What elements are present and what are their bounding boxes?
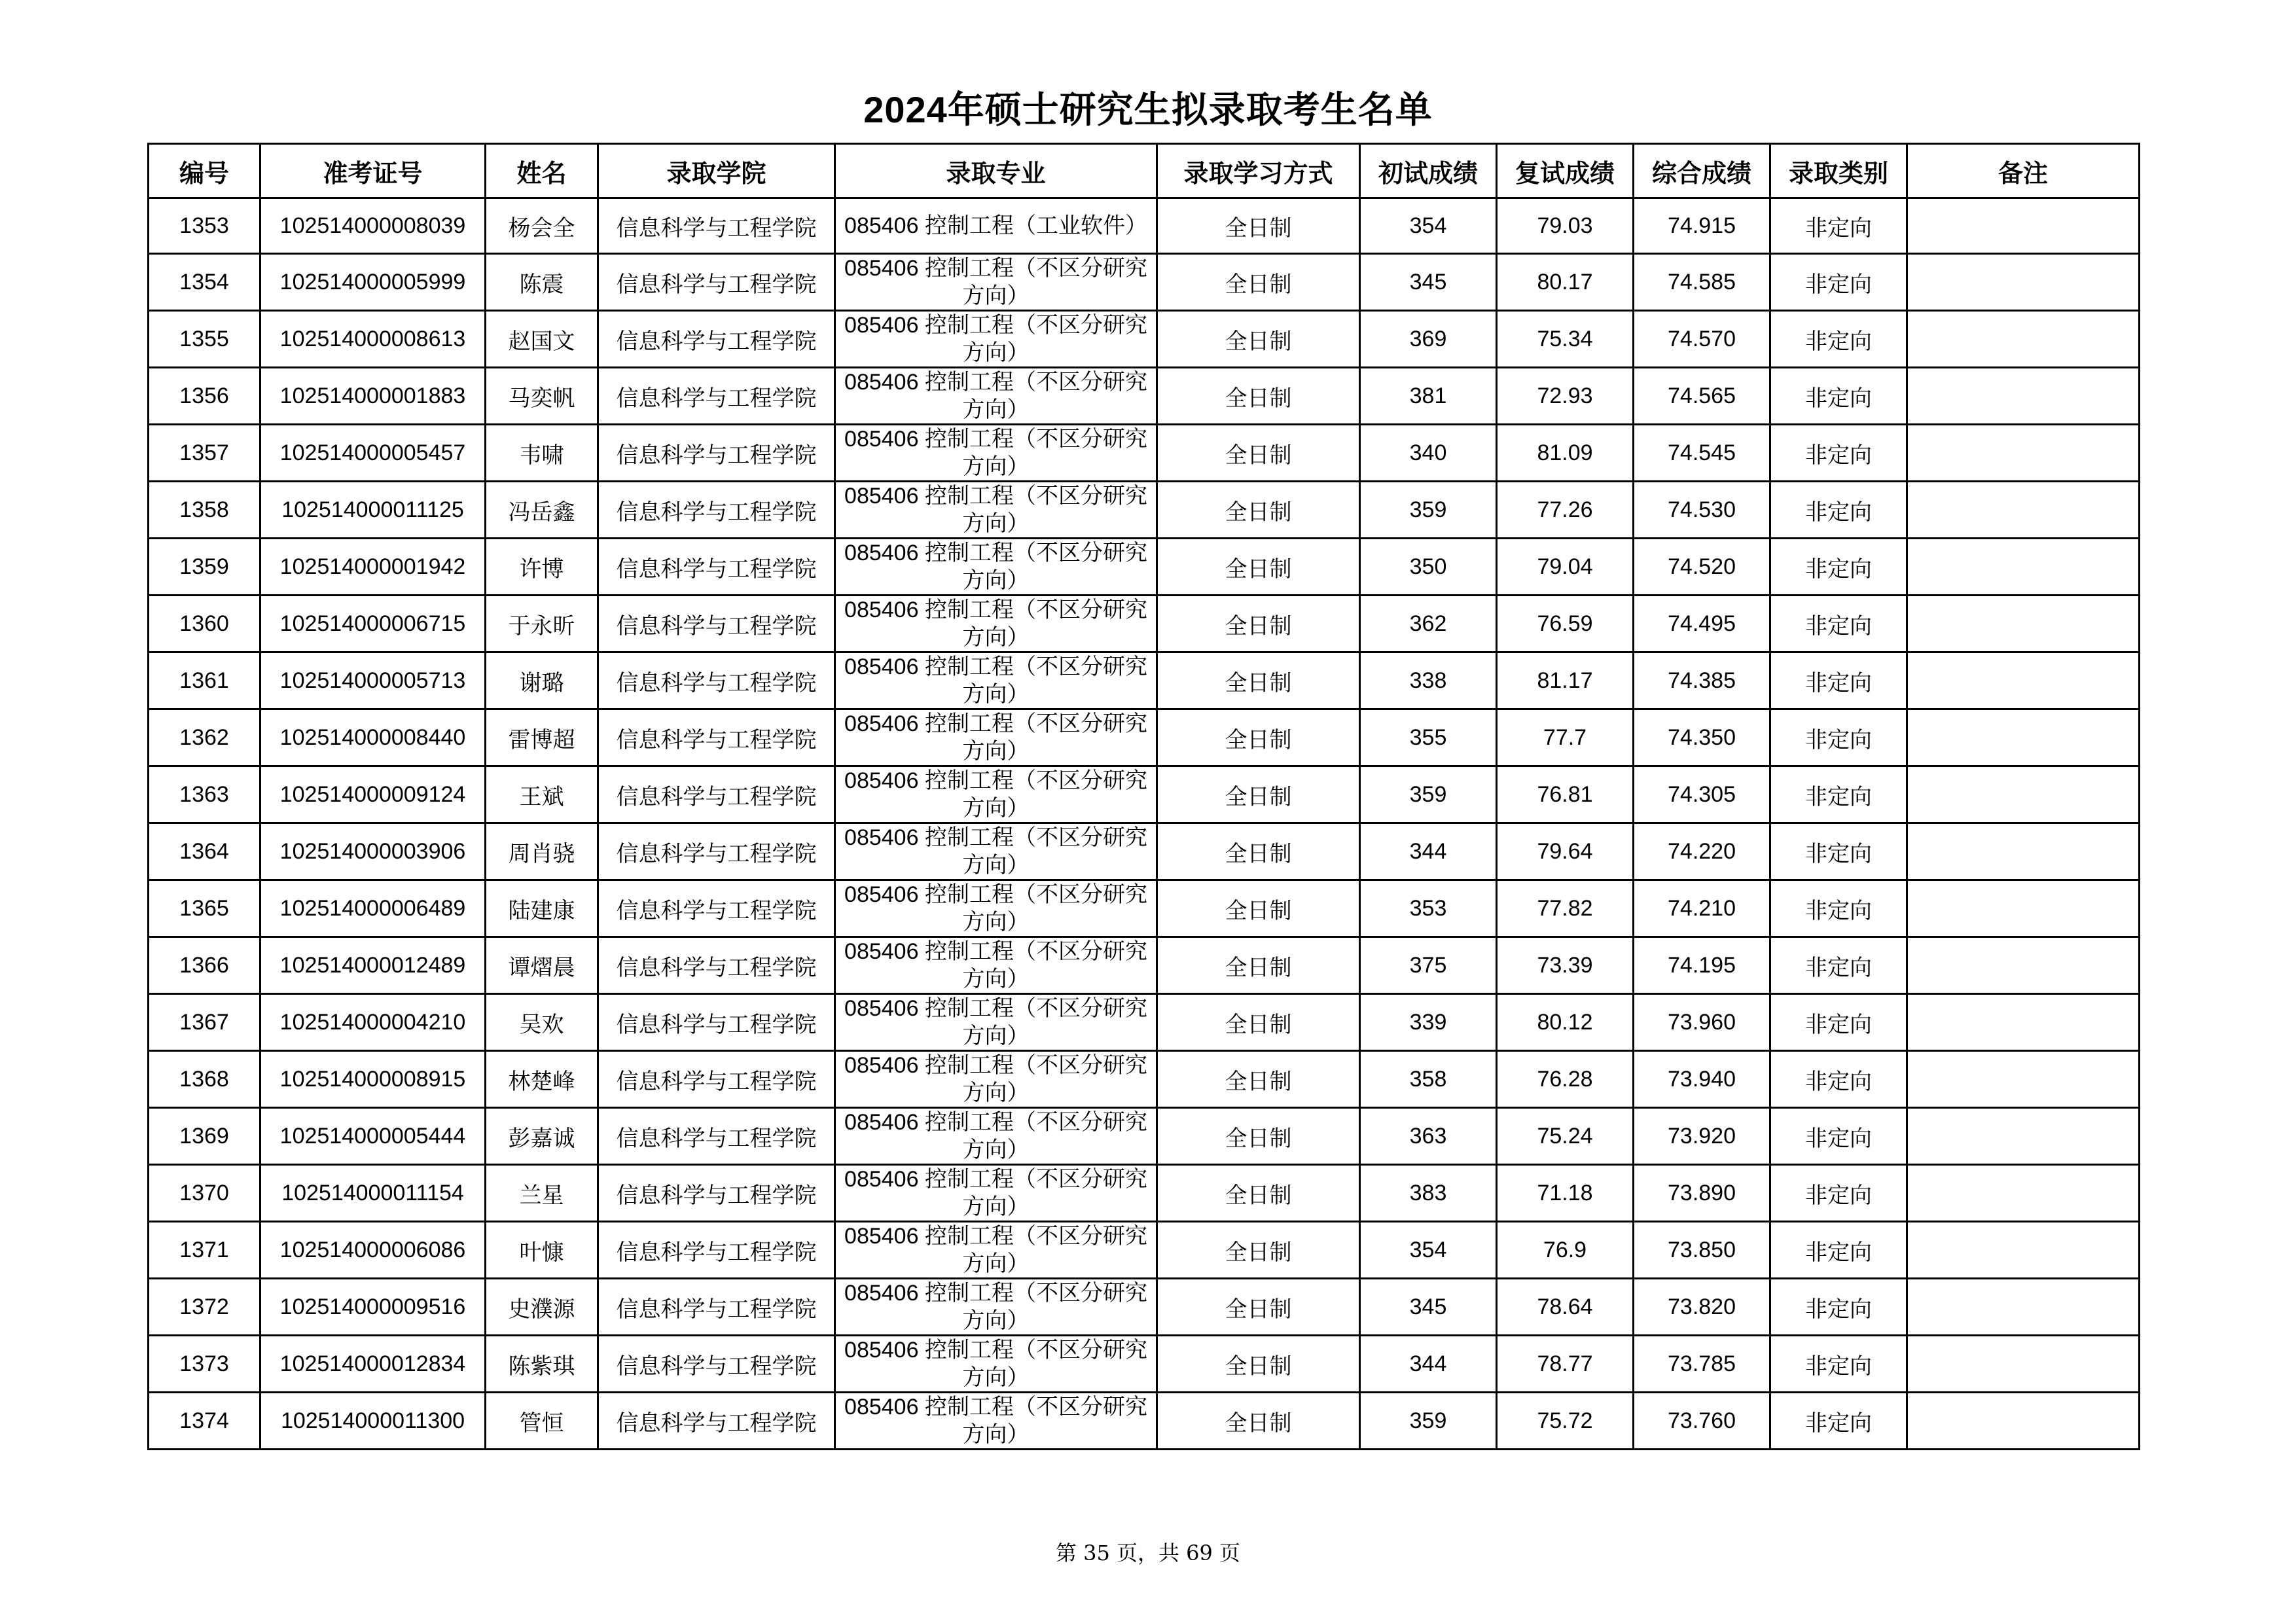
cell-category: 非定向 — [1770, 766, 1907, 823]
cell-note — [1907, 880, 2140, 937]
cell-initial-score: 359 — [1360, 482, 1497, 539]
cell-exam-id: 102514000009124 — [260, 766, 486, 823]
cell-major: 085406 控制工程（不区分研究方向） — [835, 766, 1157, 823]
cell-note — [1907, 709, 2140, 766]
cell-retest-score: 79.64 — [1497, 823, 1634, 880]
cell-college: 信息科学与工程学院 — [598, 1108, 835, 1165]
cell-total-score: 73.920 — [1634, 1108, 1770, 1165]
cell-study-mode: 全日制 — [1157, 368, 1360, 425]
cell-name: 兰星 — [486, 1165, 598, 1222]
cell-total-score: 74.350 — [1634, 709, 1770, 766]
cell-number: 1353 — [149, 198, 260, 254]
header-retest-score: 复试成绩 — [1497, 144, 1634, 198]
cell-college: 信息科学与工程学院 — [598, 652, 835, 709]
cell-note — [1907, 1279, 2140, 1336]
cell-note — [1907, 1393, 2140, 1450]
cell-category: 非定向 — [1770, 539, 1907, 596]
cell-study-mode: 全日制 — [1157, 1393, 1360, 1450]
cell-note — [1907, 368, 2140, 425]
cell-name: 管恒 — [486, 1393, 598, 1450]
cell-number: 1355 — [149, 311, 260, 368]
table-row — [149, 539, 2140, 596]
cell-study-mode: 全日制 — [1157, 539, 1360, 596]
cell-initial-score: 355 — [1360, 709, 1497, 766]
cell-study-mode: 全日制 — [1157, 880, 1360, 937]
cell-category: 非定向 — [1770, 254, 1907, 311]
cell-college: 信息科学与工程学院 — [598, 1051, 835, 1108]
cell-retest-score: 77.82 — [1497, 880, 1634, 937]
cell-exam-id: 102514000012834 — [260, 1336, 486, 1393]
cell-note — [1907, 937, 2140, 994]
cell-name: 赵国文 — [486, 311, 598, 368]
cell-retest-score: 76.28 — [1497, 1051, 1634, 1108]
header-major: 录取专业 — [835, 144, 1157, 198]
cell-name: 吴欢 — [486, 994, 598, 1051]
header-total-score: 综合成绩 — [1634, 144, 1770, 198]
cell-number: 1356 — [149, 368, 260, 425]
cell-initial-score: 344 — [1360, 823, 1497, 880]
cell-note — [1907, 766, 2140, 823]
cell-exam-id: 102514000011300 — [260, 1393, 486, 1450]
cell-exam-id: 102514000006715 — [260, 596, 486, 652]
cell-number: 1364 — [149, 823, 260, 880]
cell-major: 085406 控制工程（不区分研究方向） — [835, 1108, 1157, 1165]
table-row — [149, 823, 2140, 880]
cell-study-mode: 全日制 — [1157, 937, 1360, 994]
cell-study-mode: 全日制 — [1157, 1222, 1360, 1279]
cell-category: 非定向 — [1770, 1165, 1907, 1222]
cell-name: 韦啸 — [486, 425, 598, 482]
cell-study-mode: 全日制 — [1157, 425, 1360, 482]
cell-study-mode: 全日制 — [1157, 1279, 1360, 1336]
cell-college: 信息科学与工程学院 — [598, 823, 835, 880]
cell-category: 非定向 — [1770, 425, 1907, 482]
cell-retest-score: 80.17 — [1497, 254, 1634, 311]
cell-retest-score: 77.26 — [1497, 482, 1634, 539]
cell-college: 信息科学与工程学院 — [598, 937, 835, 994]
cell-category: 非定向 — [1770, 1336, 1907, 1393]
cell-note — [1907, 1051, 2140, 1108]
cell-number: 1366 — [149, 937, 260, 994]
cell-college: 信息科学与工程学院 — [598, 596, 835, 652]
cell-total-score: 74.530 — [1634, 482, 1770, 539]
cell-exam-id: 102514000005999 — [260, 254, 486, 311]
table-header-row — [149, 144, 2140, 198]
cell-initial-score: 369 — [1360, 311, 1497, 368]
cell-retest-score: 71.18 — [1497, 1165, 1634, 1222]
cell-retest-score: 79.03 — [1497, 198, 1634, 254]
cell-initial-score: 353 — [1360, 880, 1497, 937]
cell-note — [1907, 1336, 2140, 1393]
cell-major: 085406 控制工程（不区分研究方向） — [835, 425, 1157, 482]
cell-total-score: 73.890 — [1634, 1165, 1770, 1222]
cell-study-mode: 全日制 — [1157, 1108, 1360, 1165]
table-row — [149, 937, 2140, 994]
cell-exam-id: 102514000003906 — [260, 823, 486, 880]
cell-number: 1374 — [149, 1393, 260, 1450]
cell-college: 信息科学与工程学院 — [598, 1165, 835, 1222]
cell-name: 林楚峰 — [486, 1051, 598, 1108]
cell-initial-score: 350 — [1360, 539, 1497, 596]
cell-major: 085406 控制工程（不区分研究方向） — [835, 652, 1157, 709]
cell-total-score: 74.585 — [1634, 254, 1770, 311]
cell-exam-id: 102514000009516 — [260, 1279, 486, 1336]
cell-name: 陈震 — [486, 254, 598, 311]
cell-name: 雷博超 — [486, 709, 598, 766]
cell-name: 许博 — [486, 539, 598, 596]
cell-retest-score: 75.72 — [1497, 1393, 1634, 1450]
cell-study-mode: 全日制 — [1157, 652, 1360, 709]
cell-total-score: 74.195 — [1634, 937, 1770, 994]
cell-initial-score: 363 — [1360, 1108, 1497, 1165]
cell-name: 陆建康 — [486, 880, 598, 937]
header-study-mode: 录取学习方式 — [1157, 144, 1360, 198]
cell-exam-id: 102514000001942 — [260, 539, 486, 596]
cell-name: 谢璐 — [486, 652, 598, 709]
cell-initial-score: 358 — [1360, 1051, 1497, 1108]
table-row — [149, 482, 2140, 539]
header-name: 姓名 — [486, 144, 598, 198]
cell-initial-score: 345 — [1360, 1279, 1497, 1336]
page-footer: 第 35 页，共 69 页 — [1055, 1541, 1241, 1565]
cell-total-score: 74.210 — [1634, 880, 1770, 937]
table-row — [149, 994, 2140, 1051]
cell-college: 信息科学与工程学院 — [598, 1222, 835, 1279]
cell-exam-id: 102514000004210 — [260, 994, 486, 1051]
table-row — [149, 766, 2140, 823]
cell-number: 1367 — [149, 994, 260, 1051]
cell-initial-score: 354 — [1360, 1222, 1497, 1279]
cell-exam-id: 102514000006489 — [260, 880, 486, 937]
cell-category: 非定向 — [1770, 198, 1907, 254]
cell-category: 非定向 — [1770, 596, 1907, 652]
cell-study-mode: 全日制 — [1157, 1336, 1360, 1393]
cell-retest-score: 72.93 — [1497, 368, 1634, 425]
cell-major: 085406 控制工程（不区分研究方向） — [835, 1165, 1157, 1222]
cell-exam-id: 102514000001883 — [260, 368, 486, 425]
header-initial-score: 初试成绩 — [1360, 144, 1497, 198]
cell-category: 非定向 — [1770, 482, 1907, 539]
cell-number: 1363 — [149, 766, 260, 823]
cell-retest-score: 75.24 — [1497, 1108, 1634, 1165]
cell-note — [1907, 311, 2140, 368]
cell-category: 非定向 — [1770, 1222, 1907, 1279]
cell-study-mode: 全日制 — [1157, 198, 1360, 254]
cell-category: 非定向 — [1770, 652, 1907, 709]
cell-number: 1372 — [149, 1279, 260, 1336]
cell-exam-id: 102514000005713 — [260, 652, 486, 709]
cell-retest-score: 75.34 — [1497, 311, 1634, 368]
cell-college: 信息科学与工程学院 — [598, 539, 835, 596]
cell-retest-score: 77.7 — [1497, 709, 1634, 766]
cell-initial-score: 354 — [1360, 198, 1497, 254]
cell-initial-score: 362 — [1360, 596, 1497, 652]
cell-note — [1907, 596, 2140, 652]
cell-study-mode: 全日制 — [1157, 311, 1360, 368]
cell-note — [1907, 254, 2140, 311]
cell-category: 非定向 — [1770, 1108, 1907, 1165]
cell-total-score: 74.570 — [1634, 311, 1770, 368]
table-row — [149, 596, 2140, 652]
cell-note — [1907, 482, 2140, 539]
cell-retest-score: 73.39 — [1497, 937, 1634, 994]
cell-exam-id: 102514000006086 — [260, 1222, 486, 1279]
cell-exam-id: 102514000011125 — [260, 482, 486, 539]
cell-total-score: 74.305 — [1634, 766, 1770, 823]
cell-category: 非定向 — [1770, 1051, 1907, 1108]
cell-major: 085406 控制工程（工业软件） — [835, 198, 1157, 254]
cell-name: 史濮源 — [486, 1279, 598, 1336]
cell-exam-id: 102514000008039 — [260, 198, 486, 254]
cell-college: 信息科学与工程学院 — [598, 368, 835, 425]
header-category: 录取类别 — [1770, 144, 1907, 198]
cell-initial-score: 338 — [1360, 652, 1497, 709]
cell-college: 信息科学与工程学院 — [598, 766, 835, 823]
cell-study-mode: 全日制 — [1157, 482, 1360, 539]
cell-name: 叶慷 — [486, 1222, 598, 1279]
cell-number: 1361 — [149, 652, 260, 709]
cell-retest-score: 81.17 — [1497, 652, 1634, 709]
cell-number: 1368 — [149, 1051, 260, 1108]
cell-name: 于永昕 — [486, 596, 598, 652]
header-exam-id: 准考证号 — [260, 144, 486, 198]
table-row — [149, 1051, 2140, 1108]
table-row — [149, 709, 2140, 766]
header-number: 编号 — [149, 144, 260, 198]
cell-exam-id: 102514000012489 — [260, 937, 486, 994]
cell-total-score: 73.760 — [1634, 1393, 1770, 1450]
table-row — [149, 254, 2140, 311]
cell-retest-score: 81.09 — [1497, 425, 1634, 482]
cell-category: 非定向 — [1770, 937, 1907, 994]
cell-major: 085406 控制工程（不区分研究方向） — [835, 368, 1157, 425]
cell-name: 彭嘉诚 — [486, 1108, 598, 1165]
cell-initial-score: 359 — [1360, 766, 1497, 823]
cell-number: 1371 — [149, 1222, 260, 1279]
cell-study-mode: 全日制 — [1157, 823, 1360, 880]
cell-note — [1907, 1165, 2140, 1222]
cell-exam-id: 102514000005457 — [260, 425, 486, 482]
cell-number: 1359 — [149, 539, 260, 596]
cell-exam-id: 102514000008915 — [260, 1051, 486, 1108]
cell-major: 085406 控制工程（不区分研究方向） — [835, 709, 1157, 766]
table-row — [149, 1222, 2140, 1279]
cell-total-score: 73.820 — [1634, 1279, 1770, 1336]
cell-number: 1373 — [149, 1336, 260, 1393]
cell-category: 非定向 — [1770, 823, 1907, 880]
cell-total-score: 73.960 — [1634, 994, 1770, 1051]
table-row — [149, 1279, 2140, 1336]
cell-note — [1907, 652, 2140, 709]
cell-major: 085406 控制工程（不区分研究方向） — [835, 823, 1157, 880]
table-row — [149, 1165, 2140, 1222]
cell-name: 杨会全 — [486, 198, 598, 254]
cell-college: 信息科学与工程学院 — [598, 198, 835, 254]
cell-initial-score: 375 — [1360, 937, 1497, 994]
cell-name: 陈紫琪 — [486, 1336, 598, 1393]
cell-college: 信息科学与工程学院 — [598, 880, 835, 937]
cell-category: 非定向 — [1770, 1279, 1907, 1336]
cell-number: 1369 — [149, 1108, 260, 1165]
cell-retest-score: 76.59 — [1497, 596, 1634, 652]
cell-category: 非定向 — [1770, 880, 1907, 937]
admission-table — [147, 143, 2140, 1450]
cell-total-score: 73.785 — [1634, 1336, 1770, 1393]
cell-college: 信息科学与工程学院 — [598, 482, 835, 539]
cell-category: 非定向 — [1770, 368, 1907, 425]
cell-college: 信息科学与工程学院 — [598, 994, 835, 1051]
cell-exam-id: 102514000008440 — [260, 709, 486, 766]
cell-retest-score: 80.12 — [1497, 994, 1634, 1051]
cell-category: 非定向 — [1770, 1393, 1907, 1450]
cell-name: 马奕帆 — [486, 368, 598, 425]
cell-total-score: 74.495 — [1634, 596, 1770, 652]
table-row — [149, 652, 2140, 709]
cell-major: 085406 控制工程（不区分研究方向） — [835, 254, 1157, 311]
cell-number: 1370 — [149, 1165, 260, 1222]
cell-retest-score: 79.04 — [1497, 539, 1634, 596]
cell-name: 谭熠晨 — [486, 937, 598, 994]
cell-college: 信息科学与工程学院 — [598, 254, 835, 311]
cell-study-mode: 全日制 — [1157, 766, 1360, 823]
cell-name: 冯岳鑫 — [486, 482, 598, 539]
cell-major: 085406 控制工程（不区分研究方向） — [835, 994, 1157, 1051]
cell-total-score: 74.520 — [1634, 539, 1770, 596]
cell-retest-score: 78.64 — [1497, 1279, 1634, 1336]
cell-initial-score: 359 — [1360, 1393, 1497, 1450]
cell-study-mode: 全日制 — [1157, 709, 1360, 766]
cell-total-score: 74.565 — [1634, 368, 1770, 425]
cell-note — [1907, 1108, 2140, 1165]
cell-major: 085406 控制工程（不区分研究方向） — [835, 539, 1157, 596]
cell-major: 085406 控制工程（不区分研究方向） — [835, 311, 1157, 368]
cell-retest-score: 78.77 — [1497, 1336, 1634, 1393]
cell-major: 085406 控制工程（不区分研究方向） — [835, 1279, 1157, 1336]
table-row — [149, 425, 2140, 482]
cell-initial-score: 344 — [1360, 1336, 1497, 1393]
cell-category: 非定向 — [1770, 311, 1907, 368]
cell-college: 信息科学与工程学院 — [598, 1279, 835, 1336]
table-row — [149, 880, 2140, 937]
cell-note — [1907, 425, 2140, 482]
cell-exam-id: 102514000011154 — [260, 1165, 486, 1222]
table-row — [149, 1336, 2140, 1393]
cell-number: 1354 — [149, 254, 260, 311]
cell-note — [1907, 198, 2140, 254]
cell-category: 非定向 — [1770, 709, 1907, 766]
page-title: 2024年硕士研究生拟录取考生名单 — [863, 89, 1433, 130]
cell-study-mode: 全日制 — [1157, 994, 1360, 1051]
cell-major: 085406 控制工程（不区分研究方向） — [835, 937, 1157, 994]
cell-note — [1907, 539, 2140, 596]
cell-note — [1907, 823, 2140, 880]
cell-initial-score: 381 — [1360, 368, 1497, 425]
cell-total-score: 74.545 — [1634, 425, 1770, 482]
table-row — [149, 198, 2140, 254]
cell-exam-id: 102514000008613 — [260, 311, 486, 368]
table-row — [149, 1393, 2140, 1450]
cell-college: 信息科学与工程学院 — [598, 311, 835, 368]
cell-college: 信息科学与工程学院 — [598, 709, 835, 766]
table-row — [149, 1108, 2140, 1165]
cell-name: 周肖骁 — [486, 823, 598, 880]
cell-number: 1357 — [149, 425, 260, 482]
cell-major: 085406 控制工程（不区分研究方向） — [835, 596, 1157, 652]
cell-name: 王斌 — [486, 766, 598, 823]
cell-major: 085406 控制工程（不区分研究方向） — [835, 1051, 1157, 1108]
cell-major: 085406 控制工程（不区分研究方向） — [835, 1336, 1157, 1393]
cell-number: 1362 — [149, 709, 260, 766]
table-row — [149, 311, 2140, 368]
cell-total-score: 73.850 — [1634, 1222, 1770, 1279]
cell-study-mode: 全日制 — [1157, 254, 1360, 311]
cell-note — [1907, 994, 2140, 1051]
cell-college: 信息科学与工程学院 — [598, 425, 835, 482]
header-college: 录取学院 — [598, 144, 835, 198]
cell-total-score: 74.385 — [1634, 652, 1770, 709]
cell-total-score: 73.940 — [1634, 1051, 1770, 1108]
cell-initial-score: 339 — [1360, 994, 1497, 1051]
cell-initial-score: 383 — [1360, 1165, 1497, 1222]
cell-exam-id: 102514000005444 — [260, 1108, 486, 1165]
cell-category: 非定向 — [1770, 994, 1907, 1051]
cell-number: 1365 — [149, 880, 260, 937]
cell-total-score: 74.220 — [1634, 823, 1770, 880]
cell-retest-score: 76.81 — [1497, 766, 1634, 823]
cell-initial-score: 340 — [1360, 425, 1497, 482]
cell-retest-score: 76.9 — [1497, 1222, 1634, 1279]
cell-note — [1907, 1222, 2140, 1279]
cell-college: 信息科学与工程学院 — [598, 1336, 835, 1393]
cell-total-score: 74.915 — [1634, 198, 1770, 254]
cell-major: 085406 控制工程（不区分研究方向） — [835, 1393, 1157, 1450]
cell-initial-score: 345 — [1360, 254, 1497, 311]
cell-number: 1358 — [149, 482, 260, 539]
cell-study-mode: 全日制 — [1157, 1051, 1360, 1108]
cell-college: 信息科学与工程学院 — [598, 1393, 835, 1450]
cell-study-mode: 全日制 — [1157, 1165, 1360, 1222]
cell-major: 085406 控制工程（不区分研究方向） — [835, 1222, 1157, 1279]
cell-study-mode: 全日制 — [1157, 596, 1360, 652]
header-note: 备注 — [1907, 144, 2140, 198]
cell-major: 085406 控制工程（不区分研究方向） — [835, 880, 1157, 937]
table-row — [149, 368, 2140, 425]
cell-major: 085406 控制工程（不区分研究方向） — [835, 482, 1157, 539]
cell-number: 1360 — [149, 596, 260, 652]
